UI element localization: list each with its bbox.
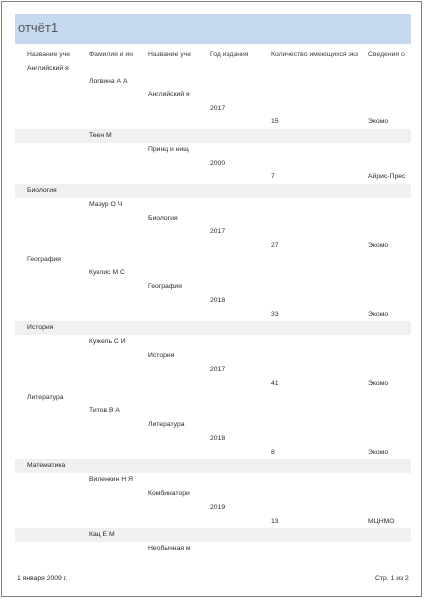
- report-title: отчёт1: [18, 20, 59, 35]
- author-cell: Кац Е М: [89, 531, 115, 538]
- footer-page-number: Стр. 1 из 2: [375, 575, 409, 582]
- subject-cell: Математика: [27, 462, 66, 469]
- subject-cell: Биология: [27, 187, 57, 194]
- subject-cell: Литература: [27, 394, 64, 401]
- report-header: [15, 14, 411, 44]
- column-header-count: Количество имеющихся экз: [271, 51, 359, 58]
- count-cell: 41: [271, 380, 279, 387]
- count-cell: 15: [271, 118, 279, 125]
- group-band: [15, 184, 411, 198]
- year-cell: 2018: [210, 297, 226, 304]
- book-title-cell: Английский я: [148, 91, 190, 98]
- subject-cell: История: [27, 324, 54, 331]
- author-cell: Кужель С И: [89, 338, 126, 345]
- author-cell: Куклис М С: [89, 269, 125, 276]
- count-cell: 13: [271, 518, 279, 525]
- footer-date: 1 января 2009 г.: [17, 575, 68, 582]
- count-cell: 7: [271, 173, 275, 180]
- subject-cell: Английский я: [27, 65, 69, 72]
- author-cell: Логвина А А: [89, 78, 128, 85]
- book-title-cell: Биология: [148, 215, 178, 222]
- author-cell: Виленкин Н Я: [89, 476, 133, 483]
- column-header-info: Сведения о: [368, 51, 405, 58]
- column-header-year: Год издания: [210, 51, 249, 58]
- publisher-cell: Экомо: [368, 311, 389, 318]
- group-band: [15, 528, 411, 542]
- book-title-cell: Литература: [148, 421, 185, 428]
- year-cell: 2000: [210, 160, 226, 167]
- publisher-cell: МЦНМО: [368, 518, 395, 525]
- book-title-cell: История: [148, 352, 175, 359]
- column-header-book-title: Название уче: [148, 51, 191, 58]
- author-cell: Титов В А: [89, 407, 120, 414]
- group-band: [15, 459, 411, 473]
- count-cell: 33: [271, 311, 279, 318]
- author-cell: Теен М: [89, 132, 112, 139]
- book-title-cell: Принц и нищ: [148, 146, 189, 153]
- author-cell: Мазур О Ч: [89, 201, 123, 208]
- publisher-cell: Экомо: [368, 380, 389, 387]
- year-cell: 2017: [210, 228, 226, 235]
- year-cell: 2018: [210, 435, 226, 442]
- count-cell: 27: [271, 242, 279, 249]
- year-cell: 2017: [210, 105, 226, 112]
- book-title-cell: География: [148, 283, 182, 290]
- book-title-cell: Комбинатори: [148, 490, 190, 497]
- book-title-cell: Необычная м: [148, 545, 191, 552]
- group-band: [15, 321, 411, 335]
- year-cell: 2017: [210, 366, 226, 373]
- column-header-subject: Название уче: [27, 51, 70, 58]
- publisher-cell: Айрис-Прес: [368, 173, 406, 180]
- group-band: [15, 129, 411, 143]
- year-cell: 2019: [210, 504, 226, 511]
- publisher-cell: Экомо: [368, 449, 389, 456]
- publisher-cell: Экомо: [368, 118, 389, 125]
- subject-cell: География: [27, 256, 61, 263]
- column-header-author: Фамилия и ин: [89, 51, 133, 58]
- count-cell: 8: [271, 449, 275, 456]
- publisher-cell: Экомо: [368, 242, 389, 249]
